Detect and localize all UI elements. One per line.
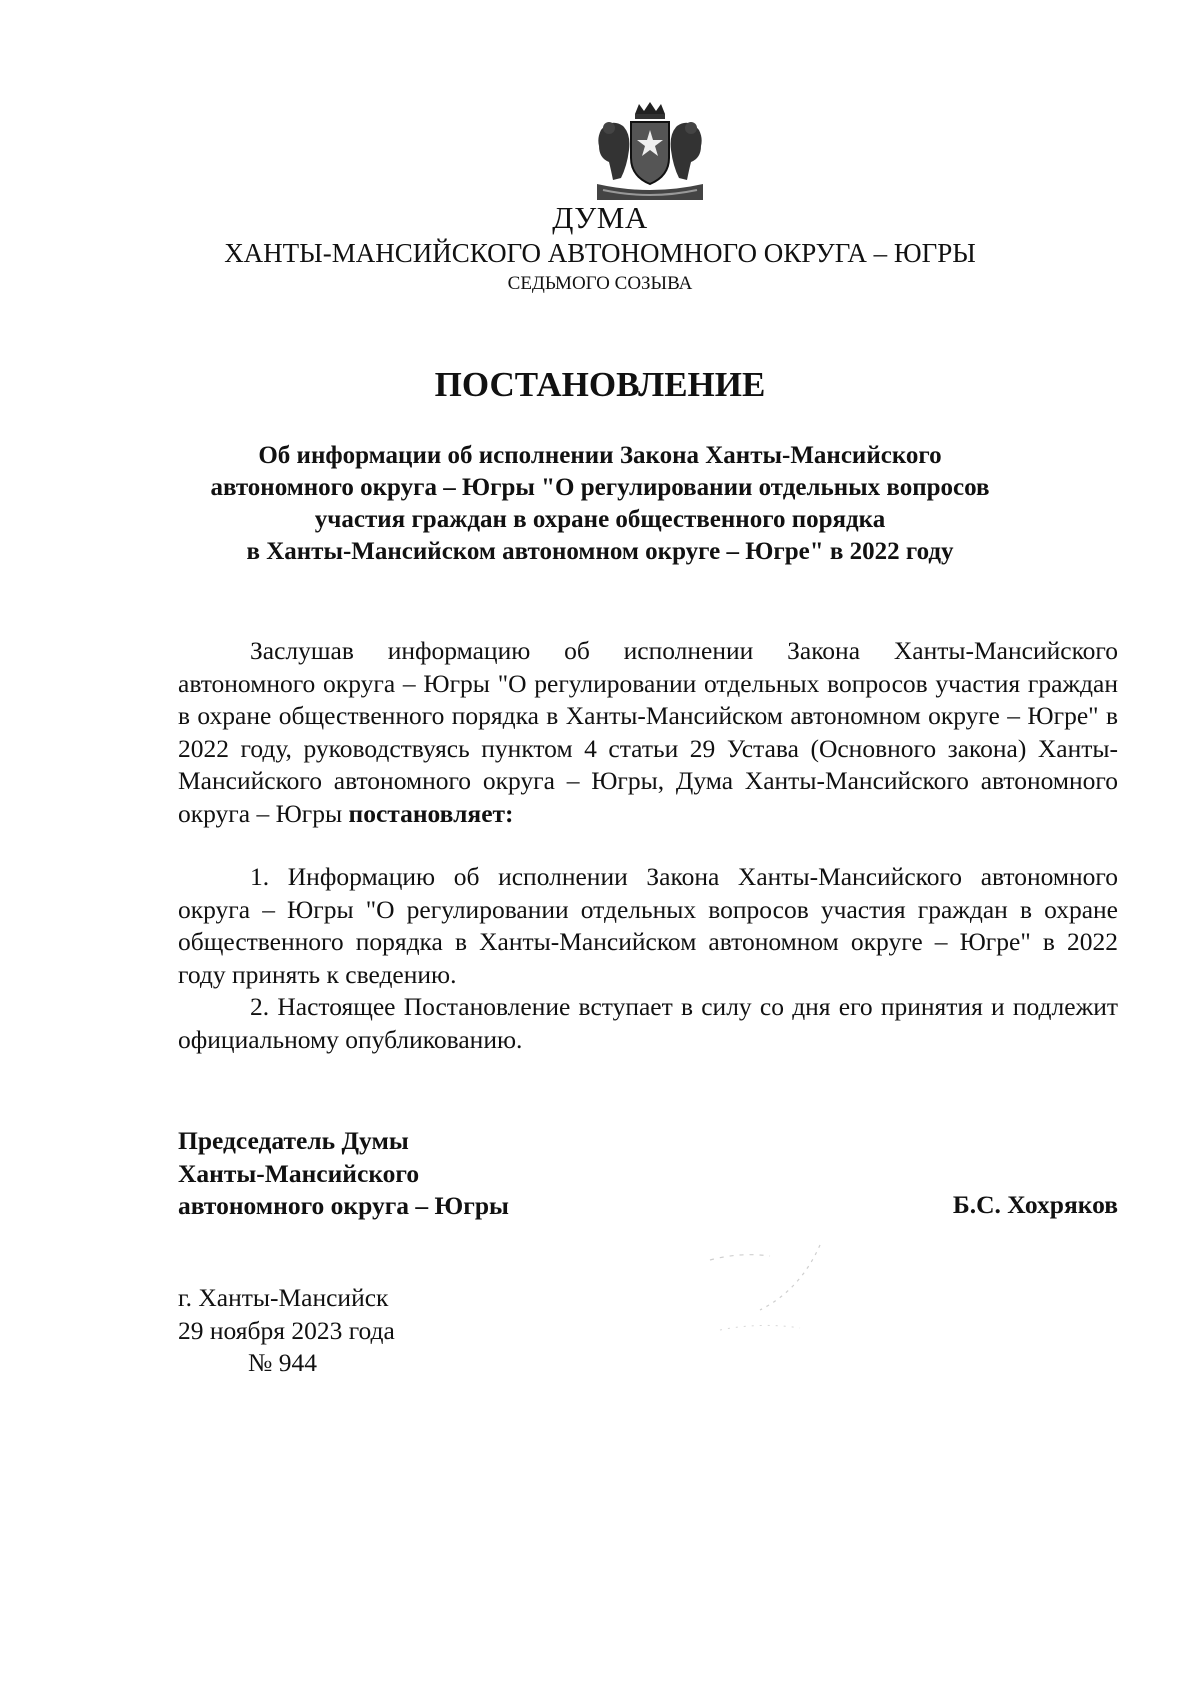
issue-date: 29 ноября 2023 года <box>178 1315 395 1345</box>
resolves-keyword: постановляет: <box>348 798 514 828</box>
issue-city: г. Ханты-Мансийск <box>178 1283 389 1312</box>
document-footer <box>178 1282 395 1380</box>
signatory-position-line: Ханты-Мансийского <box>178 1158 420 1188</box>
signatory-position <box>178 1125 509 1223</box>
org-region: ХАНТЫ-МАНСИЙСКОГО АВТОНОМНОГО ОКРУГА – ЮГРЫ <box>224 238 976 268</box>
document-title-line: автономного округа – Югры "О регулировании отдельных вопросов <box>210 474 990 501</box>
coat-of-arms-icon <box>591 100 709 204</box>
document-title-line: Об информации об исполнении Закона Ханты-Мансийского <box>258 442 942 469</box>
document-title-line: участия граждан в охране общественного порядка <box>314 506 886 533</box>
signature-trace <box>700 1230 860 1340</box>
document-type: ПОСТАНОВЛЕНИЕ <box>434 365 766 404</box>
document-number: № 944 <box>248 1348 317 1377</box>
document-title <box>150 440 1050 568</box>
document-title-line: в Ханты-Мансийском автономном округе – Югре" в 2022 году <box>246 538 954 565</box>
resolution-item-1: 1. Информацию об исполнении Закона Ханты-Мансийского автономного округа – Югры "О регулировании отдельных вопросов участия граждан в охране общественного порядка в Ханты-Мансийском автономном округе – Югре" в 2022 году принять к сведению. <box>178 862 1118 989</box>
signatory-position-line: Председатель Думы <box>178 1126 409 1155</box>
org-convocation: СЕДЬМОГО СОЗЫВА <box>507 273 693 294</box>
preamble-paragraph <box>178 635 1118 830</box>
signatory-position-line: автономного округа – Югры <box>178 1191 509 1220</box>
preamble-text: Заслушав информацию об исполнении Закона Ханты-Мансийского автономного округа – Югры "О регулировании отдельных вопросов участия граждан в охране общественного порядка в Ханты-Мансийском автономном округе – Югре" в 2022 году, руководствуясь пунктом 4 статьи 29 Устава (Основного закона) Ханты-Мансийского автономного округа – Югры, Дума Ханты-Мансийского автономного округа – Югры <box>178 636 1118 828</box>
signatory-name: Б.С. Хохряков <box>952 1190 1118 1219</box>
org-name: ДУМА <box>552 200 648 235</box>
resolution-item-2: 2. Настоящее Постановление вступает в силу со дня его принятия и подлежит официальному опубликованию. <box>178 992 1118 1054</box>
